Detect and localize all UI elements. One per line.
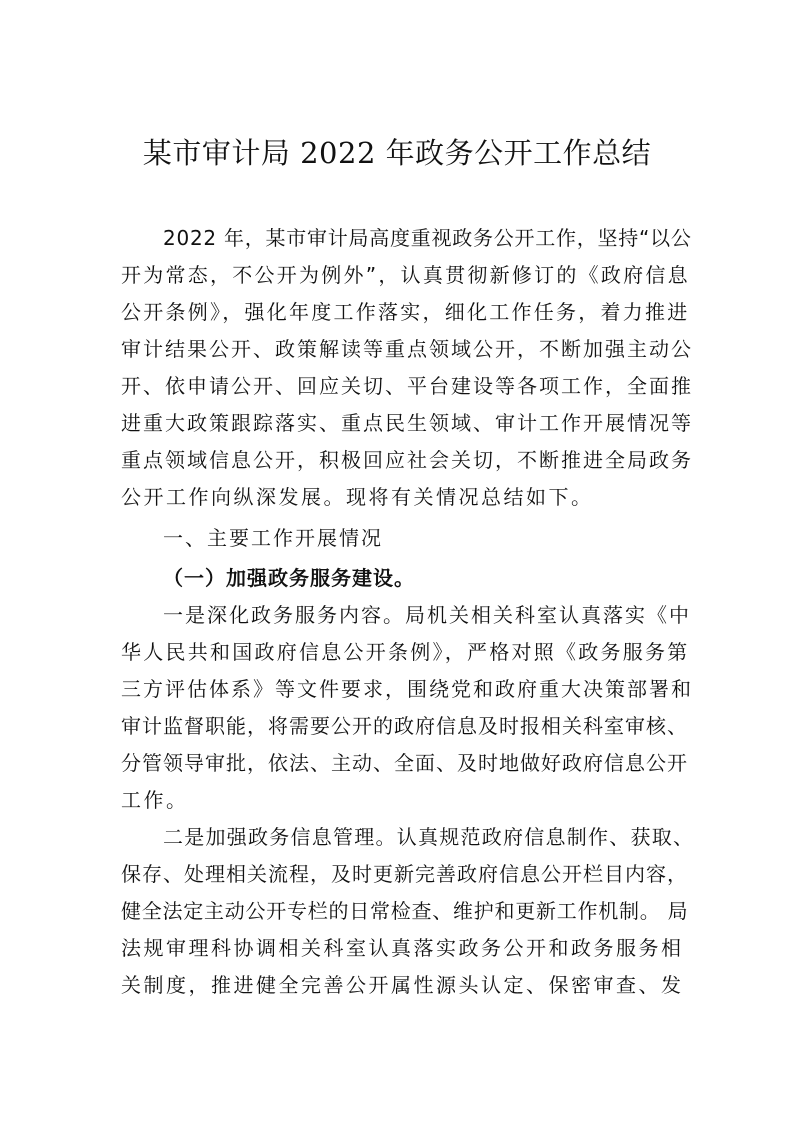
paragraph-line: 保存、处理相关流程，及时更新完善政府信息公开栏目内容，	[121, 862, 688, 886]
paragraph-line: 分管领导审批，依法、主动、全面、及时地做好政府信息公开	[121, 751, 688, 775]
paragraph-line: 进重大政策跟踪落实、重点民生领域、审计工作开展情况等	[121, 411, 693, 435]
paragraph-line: 工作。	[121, 788, 189, 812]
paragraph-line: 二是加强政务信息管理。认真规范政府信息制作、获取、	[163, 825, 695, 849]
section-heading: 一、主要工作开展情况	[163, 526, 383, 550]
paragraph-line: 重点领域信息公开，积极回应社会关切，不断推进全局政务	[121, 448, 693, 472]
paragraph-line: 开为常态，不公开为例外”，认真贯彻新修订的《政府信息	[121, 263, 690, 287]
paragraph-line: 开、依申请公开、回应关切、平台建设等各项工作，全面推	[121, 374, 693, 398]
paragraph-line: 审计监督职能，将需要公开的政府信息及时报相关科室审核、	[121, 714, 688, 738]
paragraph-line: 公开条例》，强化年度工作落实，细化工作任务，着力推进	[121, 300, 690, 324]
paragraph-line: 三方评估体系》等文件要求，围绕党和政府重大决策部署和	[121, 677, 693, 701]
paragraph-line: 法规审理科协调相关科室认真落实政务公开和政务服务相	[121, 936, 684, 960]
paragraph-line: 华人民共和国政府信息公开条例》，严格对照《政务服务第	[121, 640, 690, 664]
paragraph-line: 健全法定主动公开专栏的日常检查、维护和更新工作机制。 局	[121, 899, 689, 923]
paragraph-line: 公开工作向纵深发展。现将有关情况总结如下。	[121, 485, 594, 509]
page-title: 某市审计局 2022 年政务公开工作总结	[142, 136, 652, 170]
paragraph-line: 关制度，推进健全完善公开属性源头认定、保密审查、发	[121, 973, 684, 997]
paragraph-line: 2022 年，某市审计局高度重视政务公开工作，坚持“以公	[163, 226, 692, 250]
subsection-heading: （一）加强政务服务建设。	[163, 566, 415, 590]
paragraph-line: 审计结果公开、政策解读等重点领域公开，不断加强主动公	[121, 337, 693, 361]
paragraph-line: 一是深化政务服务内容。局机关相关科室认真落实《中	[163, 603, 691, 627]
